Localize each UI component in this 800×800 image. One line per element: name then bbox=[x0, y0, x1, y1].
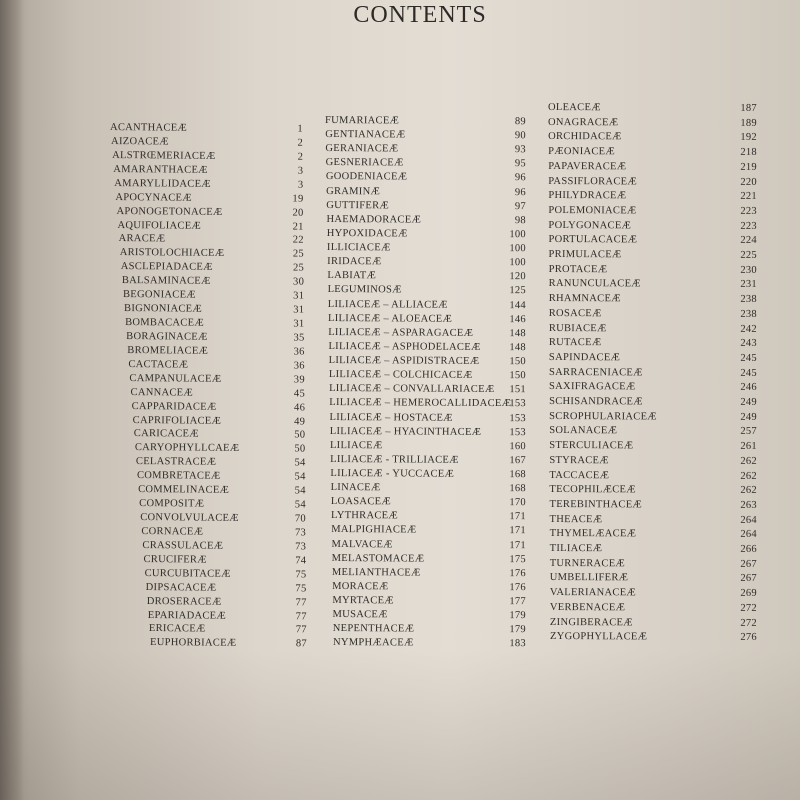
toc-entry-title: CACTACEÆ bbox=[128, 358, 189, 371]
toc-entry-title: SCROPHULARIACEÆ bbox=[549, 410, 657, 423]
toc-entry-page-number: 187 bbox=[740, 102, 758, 114]
toc-entry-title: ORCHIDACEÆ bbox=[548, 131, 622, 143]
toc-entry-title: COMMELINACEÆ bbox=[138, 484, 230, 496]
toc-entry-title: PÆONIACEÆ bbox=[548, 146, 616, 158]
toc-entry-title: LILIACEÆ - YUCCACEÆ bbox=[330, 468, 455, 480]
toc-entry-page-number: 243 bbox=[740, 338, 758, 350]
toc-entry-page-number: 264 bbox=[740, 529, 758, 541]
toc-entry-page-number: 120 bbox=[509, 271, 527, 283]
toc-entry-page-number: 75 bbox=[295, 582, 307, 595]
toc-entry-page-number: 100 bbox=[509, 229, 527, 241]
toc-entry-title: DROSERACEÆ bbox=[146, 595, 222, 608]
toc-entry-page-number: 96 bbox=[514, 186, 527, 198]
toc-entry-title: APOCYNACEÆ bbox=[115, 191, 192, 204]
toc-entry-title: CARICACEÆ bbox=[133, 428, 199, 441]
toc-entry-page-number: 242 bbox=[740, 323, 758, 335]
toc-entry-page-number: 74 bbox=[295, 555, 307, 567]
toc-entry-title: LILIACEÆ – COLCHICACEÆ bbox=[328, 369, 473, 382]
toc-entry-title: BORAGINACEÆ bbox=[126, 330, 208, 343]
page-title: CONTENTS bbox=[353, 2, 487, 28]
toc-entry-title: BALSAMINACEÆ bbox=[121, 275, 211, 287]
toc-entry-title: HYPOXIDACEÆ bbox=[326, 227, 408, 240]
toc-entry-page-number: 150 bbox=[509, 370, 527, 382]
toc-entry-title: LOASACEÆ bbox=[330, 496, 392, 508]
toc-entry-page-number: 183 bbox=[509, 638, 527, 650]
toc-entry-title: PHILYDRACEÆ bbox=[548, 190, 627, 202]
toc-entry-page-number: 54 bbox=[294, 499, 306, 511]
toc-entry-title: SARRACENIACEÆ bbox=[548, 366, 643, 379]
toc-entry-page-number: 73 bbox=[294, 527, 307, 539]
toc-entry-title: FUMARIACEÆ bbox=[324, 115, 400, 127]
toc-entry-title: MUSACEÆ bbox=[332, 609, 388, 621]
toc-entry-title: BIGNONIACEÆ bbox=[124, 303, 203, 315]
toc-entry-page-number: 267 bbox=[740, 558, 758, 570]
toc-entry-title: VALERIANACEÆ bbox=[549, 587, 637, 599]
toc-entry-page-number: 249 bbox=[740, 396, 758, 408]
toc-entry-page-number: 90 bbox=[514, 130, 527, 142]
toc-entry-title: BROMELIACEÆ bbox=[127, 344, 209, 357]
toc-entry-title: APONOGETONACEÆ bbox=[116, 205, 223, 218]
toc-entry-title: ASCLEPIADACEÆ bbox=[120, 261, 213, 274]
toc-entry-page-number: 73 bbox=[295, 541, 307, 553]
toc-entry-page-number: 269 bbox=[740, 587, 758, 599]
toc-entry-page-number: 77 bbox=[295, 624, 307, 636]
toc-entry-title: LILIACEÆ – ASPIDISTRACEÆ bbox=[328, 355, 480, 367]
toc-entry-page-number: 100 bbox=[509, 257, 527, 269]
toc-entry-title: GERANIACEÆ bbox=[325, 143, 399, 155]
toc-entry-page-number: 179 bbox=[509, 624, 527, 636]
toc-entry-title: RUTACEÆ bbox=[548, 337, 602, 349]
toc-entry-page-number: 171 bbox=[509, 511, 527, 523]
toc-entry-page-number: 77 bbox=[295, 610, 307, 622]
toc-entry-title: CARYOPHYLLCAEÆ bbox=[134, 442, 240, 455]
toc-entry-page-number: 31 bbox=[293, 318, 305, 330]
toc-entry-page-number: 30 bbox=[293, 276, 305, 288]
toc-entry-page-number: 50 bbox=[294, 429, 306, 441]
toc-entry-page-number: 175 bbox=[509, 553, 527, 565]
toc-entry-page-number: 22 bbox=[292, 234, 304, 247]
toc-entry-title: ILLICIACEÆ bbox=[326, 242, 391, 254]
toc-entry-title: MALVACEÆ bbox=[331, 538, 393, 550]
toc-entry-title: ROSACEÆ bbox=[548, 307, 602, 320]
toc-entry-page-number: 179 bbox=[509, 610, 527, 622]
toc-entry-page-number: 46 bbox=[293, 402, 306, 414]
toc-entry-title: TILIACEÆ bbox=[549, 543, 603, 555]
toc-entry-page-number: 176 bbox=[509, 567, 527, 580]
toc-entry-title: SAXIFRAGACEÆ bbox=[549, 381, 636, 393]
toc-entry-page-number: 171 bbox=[509, 539, 527, 551]
toc-entry-page-number: 97 bbox=[514, 200, 527, 212]
toc-entry-page-number: 170 bbox=[509, 497, 527, 509]
toc-entry-page-number: 3 bbox=[297, 165, 304, 177]
toc-entry-page-number: 219 bbox=[740, 161, 758, 173]
toc-entry-page-number: 146 bbox=[509, 313, 527, 325]
toc-entry-title: CONVOLVULACEÆ bbox=[140, 512, 239, 524]
toc-entry-title: TEREBINTHACEÆ bbox=[549, 498, 643, 511]
toc-entry-title: RUBIACEÆ bbox=[548, 322, 607, 334]
toc-entry-page-number: 21 bbox=[292, 221, 304, 233]
toc-entry-page-number: 45 bbox=[293, 388, 306, 400]
toc-entry-page-number: 245 bbox=[740, 352, 758, 364]
toc-entry-page-number: 125 bbox=[509, 285, 527, 297]
toc-entry-page-number: 272 bbox=[740, 617, 758, 629]
toc-entry-page-number: 261 bbox=[740, 440, 758, 453]
toc-entry-page-number: 144 bbox=[509, 299, 527, 311]
toc-entry-title: ARISTOLOCHIACEÆ bbox=[119, 247, 225, 260]
toc-entry-page-number: 36 bbox=[293, 346, 305, 358]
toc-entry-page-number: 189 bbox=[740, 117, 758, 129]
toc-entry-page-number: 224 bbox=[740, 235, 758, 247]
toc-entry-page-number: 220 bbox=[740, 176, 758, 188]
toc-entry-title: CAMPANULACEÆ bbox=[129, 372, 222, 385]
toc-entry-page-number: 2 bbox=[297, 137, 304, 149]
toc-entry-page-number: 20 bbox=[292, 207, 304, 219]
toc-entry-title: CORNACEÆ bbox=[141, 525, 204, 538]
toc-entry-page-number: 150 bbox=[509, 356, 527, 368]
toc-entry-title: AIZOACEÆ bbox=[111, 135, 169, 148]
toc-entry-page-number: 262 bbox=[740, 485, 758, 497]
toc-entry-page-number: 25 bbox=[292, 248, 305, 260]
toc-entry-title: MELASTOMACEÆ bbox=[331, 552, 425, 565]
toc-entry-title: VERBENACEÆ bbox=[549, 601, 626, 614]
toc-entry-page-number: 54 bbox=[294, 457, 306, 469]
toc-entry-title: EPARIADACEÆ bbox=[147, 609, 227, 622]
toc-entry-page-number: 245 bbox=[740, 367, 758, 379]
toc-entry-title: NEPENTHACEÆ bbox=[332, 623, 415, 635]
toc-entry-page-number: 249 bbox=[740, 411, 758, 423]
toc-entry-page-number: 223 bbox=[740, 205, 758, 217]
toc-entry-title: PROTACEÆ bbox=[548, 263, 608, 275]
toc-entry-page-number: 272 bbox=[740, 602, 758, 614]
toc-entry-title: CANNACEÆ bbox=[130, 386, 194, 399]
toc-entry-title: CRASSULACEÆ bbox=[142, 539, 224, 552]
toc-entry-page-number: 160 bbox=[509, 440, 527, 452]
toc-entry-title: SOLANACEÆ bbox=[549, 425, 618, 437]
toc-entry-title: ACANTHACEÆ bbox=[109, 122, 188, 134]
toc-entry-title: THEACEÆ bbox=[549, 513, 603, 525]
toc-entry-page-number: 2 bbox=[297, 151, 304, 163]
toc-entry-page-number: 171 bbox=[509, 525, 527, 537]
toc-entry-title: LABIATÆ bbox=[327, 270, 377, 282]
toc-entry-page-number: 100 bbox=[509, 243, 527, 255]
toc-entry-title: TURNERACEÆ bbox=[549, 557, 626, 570]
toc-entry-title: AMARYLLIDACEÆ bbox=[114, 177, 212, 190]
toc-entry-title: ARACEÆ bbox=[118, 233, 166, 245]
toc-entry-title: RANUNCULACEÆ bbox=[548, 278, 641, 290]
toc-entry-page-number: 176 bbox=[509, 582, 527, 594]
toc-entry-page-number: 70 bbox=[294, 513, 307, 525]
toc-entry-page-number: 31 bbox=[293, 290, 305, 302]
toc-entry-title: CAPRIFOLIACEÆ bbox=[132, 414, 222, 427]
toc-entry-title: MORACEÆ bbox=[332, 580, 389, 593]
toc-entry-page-number: 264 bbox=[740, 514, 758, 526]
toc-entry-page-number: 148 bbox=[509, 342, 527, 354]
toc-entry-page-number: 87 bbox=[295, 638, 308, 650]
toc-entry-title: ONAGRACEÆ bbox=[548, 116, 619, 128]
toc-entry-title: IRIDACEÆ bbox=[327, 256, 382, 268]
toc-entry-title: ZINGIBERACEÆ bbox=[549, 616, 633, 628]
toc-entry-page-number: 19 bbox=[292, 193, 304, 205]
toc-entry-title: GUTTIFERÆ bbox=[326, 199, 390, 212]
toc-entry-page-number: 267 bbox=[740, 573, 758, 585]
toc-entry-page-number: 89 bbox=[514, 116, 527, 128]
toc-entry-page-number: 153 bbox=[509, 426, 527, 438]
toc-entry-title: GOODENIACEÆ bbox=[325, 171, 408, 183]
toc-entry-page-number: 148 bbox=[509, 327, 527, 340]
toc-entry-title: UMBELLIFERÆ bbox=[549, 572, 629, 584]
toc-entry-title: MYRTACEÆ bbox=[332, 595, 394, 607]
toc-entry-page-number: 221 bbox=[740, 191, 758, 203]
toc-entry-title: LINACEÆ bbox=[330, 482, 381, 494]
toc-entry-page-number: 39 bbox=[293, 374, 305, 386]
toc-entry-page-number: 98 bbox=[514, 214, 527, 227]
toc-entry-page-number: 35 bbox=[293, 332, 305, 344]
toc-entry-page-number: 246 bbox=[740, 382, 758, 394]
toc-entry-page-number: 262 bbox=[740, 455, 758, 467]
toc-entry-page-number: 153 bbox=[509, 412, 527, 424]
toc-entry-title: BEGONIACEÆ bbox=[122, 289, 197, 301]
toc-entry-page-number: 54 bbox=[294, 471, 306, 483]
toc-entry-title: ZYGOPHYLLACEÆ bbox=[549, 631, 648, 643]
toc-entry-title: LILIACEÆ – ALOEACEÆ bbox=[327, 312, 453, 325]
toc-entry-page-number: 238 bbox=[740, 308, 758, 320]
toc-entry-title: RHAMNACEÆ bbox=[548, 293, 621, 305]
toc-entry-page-number: 231 bbox=[740, 279, 758, 291]
toc-entry-title: COMPOSITÆ bbox=[139, 498, 205, 510]
toc-entry-title: DIPSACACEÆ bbox=[145, 581, 217, 594]
toc-entry-title: LILIACEÆ – ALLIACEÆ bbox=[327, 298, 448, 311]
toc-entry-title: LYTHRACEÆ bbox=[331, 510, 399, 522]
toc-entry-title: BOMBACACEÆ bbox=[125, 317, 205, 329]
toc-entry-title: AMARANTHACEÆ bbox=[113, 163, 208, 176]
toc-entry-title: OLEACEÆ bbox=[547, 102, 601, 114]
toc-entry-page-number: 153 bbox=[509, 398, 527, 410]
toc-entry-title: LILIACEÆ - TRILLIACEÆ bbox=[330, 453, 459, 466]
toc-entry-page-number: 225 bbox=[740, 249, 758, 261]
toc-entry-title: LILIACEÆ – ASPHODELACEÆ bbox=[328, 340, 481, 353]
toc-entry-page-number: 276 bbox=[740, 632, 758, 644]
toc-entry-page-number: 263 bbox=[740, 499, 758, 511]
toc-entry-page-number: 25 bbox=[292, 262, 305, 274]
toc-entry-title: STYRACEÆ bbox=[549, 454, 609, 467]
toc-entry-title: TECOPHILÆCEÆ bbox=[549, 484, 636, 496]
toc-entry-title: LEGUMINOSÆ bbox=[327, 284, 402, 296]
toc-entry-page-number: 77 bbox=[295, 596, 307, 609]
toc-entry-title: GENTIANACEÆ bbox=[325, 129, 406, 141]
toc-entry-title: CELASTRACEÆ bbox=[135, 456, 217, 469]
toc-entry-page-number: 49 bbox=[294, 415, 306, 428]
toc-entry-title: PAPAVERACEÆ bbox=[548, 160, 627, 173]
toc-entry-page-number: 218 bbox=[740, 146, 758, 159]
toc-entry-page-number: 3 bbox=[297, 179, 304, 191]
toc-entry-title: LILIACEÆ – ASPARAGACEÆ bbox=[328, 326, 474, 339]
toc-entry-page-number: 223 bbox=[740, 220, 758, 232]
toc-entry-page-number: 95 bbox=[514, 158, 527, 170]
toc-entry-page-number: 230 bbox=[740, 264, 758, 276]
toc-entry-title: NYMPHÆACEÆ bbox=[332, 637, 414, 649]
toc-entry-title: LILIACEÆ – CONVALLARIACEÆ bbox=[329, 383, 495, 396]
toc-entry-title: MELIANTHACEÆ bbox=[331, 566, 421, 579]
toc-entry-page-number: 31 bbox=[293, 304, 305, 316]
toc-entry-title: SAPINDACEÆ bbox=[548, 351, 621, 364]
toc-entry-page-number: 151 bbox=[509, 384, 527, 396]
toc-entry-title: LILIACEÆ – HYACINTHACEÆ bbox=[329, 425, 482, 438]
toc-entry-page-number: 50 bbox=[294, 443, 306, 455]
toc-entry-page-number: 167 bbox=[509, 454, 527, 467]
toc-entry-page-number: 192 bbox=[740, 132, 758, 144]
toc-entry-title: POLYGONACEÆ bbox=[548, 219, 632, 231]
toc-entry-title: ALSTRŒMERIACEÆ bbox=[112, 149, 216, 162]
toc-entry-title: HAEMADORACEÆ bbox=[326, 213, 422, 226]
toc-entry-title: LILIACEÆ bbox=[329, 439, 383, 452]
toc-entry-title: TACCACEÆ bbox=[549, 469, 610, 481]
toc-entry-title: PASSIFLORACEÆ bbox=[548, 175, 638, 187]
toc-entry-page-number: 266 bbox=[740, 543, 758, 555]
page-shadow bbox=[0, 650, 800, 800]
toc-entry-title: THYMELÆACEÆ bbox=[549, 528, 637, 540]
toc-entry-title: CURCUBITACEÆ bbox=[144, 567, 231, 580]
toc-entry-title: LILIACEÆ – HOSTACEÆ bbox=[329, 411, 453, 424]
toc-entry-page-number: 96 bbox=[514, 172, 527, 184]
toc-entry-title: MALPIGHIACEÆ bbox=[331, 524, 417, 536]
toc-entry-title: PRIMULACEÆ bbox=[548, 249, 622, 261]
toc-entry-page-number: 177 bbox=[509, 596, 527, 608]
toc-entry-page-number: 238 bbox=[740, 293, 758, 306]
toc-entry-title: STERCULIACEÆ bbox=[549, 440, 634, 452]
toc-entry-page-number: 257 bbox=[740, 426, 758, 438]
toc-entry-page-number: 262 bbox=[740, 470, 758, 482]
toc-entry-page-number: 168 bbox=[509, 483, 527, 495]
toc-entry-page-number: 36 bbox=[293, 360, 305, 372]
toc-entry-title: EUPHORBIACEÆ bbox=[149, 637, 237, 650]
toc-entry-title: GESNERIACEÆ bbox=[325, 157, 404, 169]
toc-entry-title: SCHISANDRACEÆ bbox=[549, 396, 643, 408]
toc-entry-page-number: 1 bbox=[297, 123, 304, 135]
toc-entry-title: GRAMINÆ bbox=[326, 185, 381, 197]
toc-entry-title: CRUCIFERÆ bbox=[143, 553, 207, 566]
toc-entry-title: PORTULACACEÆ bbox=[548, 234, 638, 246]
toc-entry-page-number: 75 bbox=[295, 569, 307, 581]
toc-entry-title: COMBRETACEÆ bbox=[136, 470, 221, 482]
toc-entry-title: LILIACEÆ – HEMEROCALLIDACEÆ bbox=[329, 397, 512, 410]
toc-entry-title: CAPPARIDACEÆ bbox=[131, 400, 217, 413]
toc-entry-page-number: 168 bbox=[509, 469, 527, 481]
toc-entry-page-number: 93 bbox=[514, 144, 527, 156]
toc-entry-title: AQUIFOLIACEÆ bbox=[117, 219, 202, 232]
toc-entry-page-number: 54 bbox=[294, 485, 306, 497]
toc-entry-title: POLEMONIACEÆ bbox=[548, 204, 637, 217]
toc-entry-title: ERICACEÆ bbox=[148, 623, 206, 635]
